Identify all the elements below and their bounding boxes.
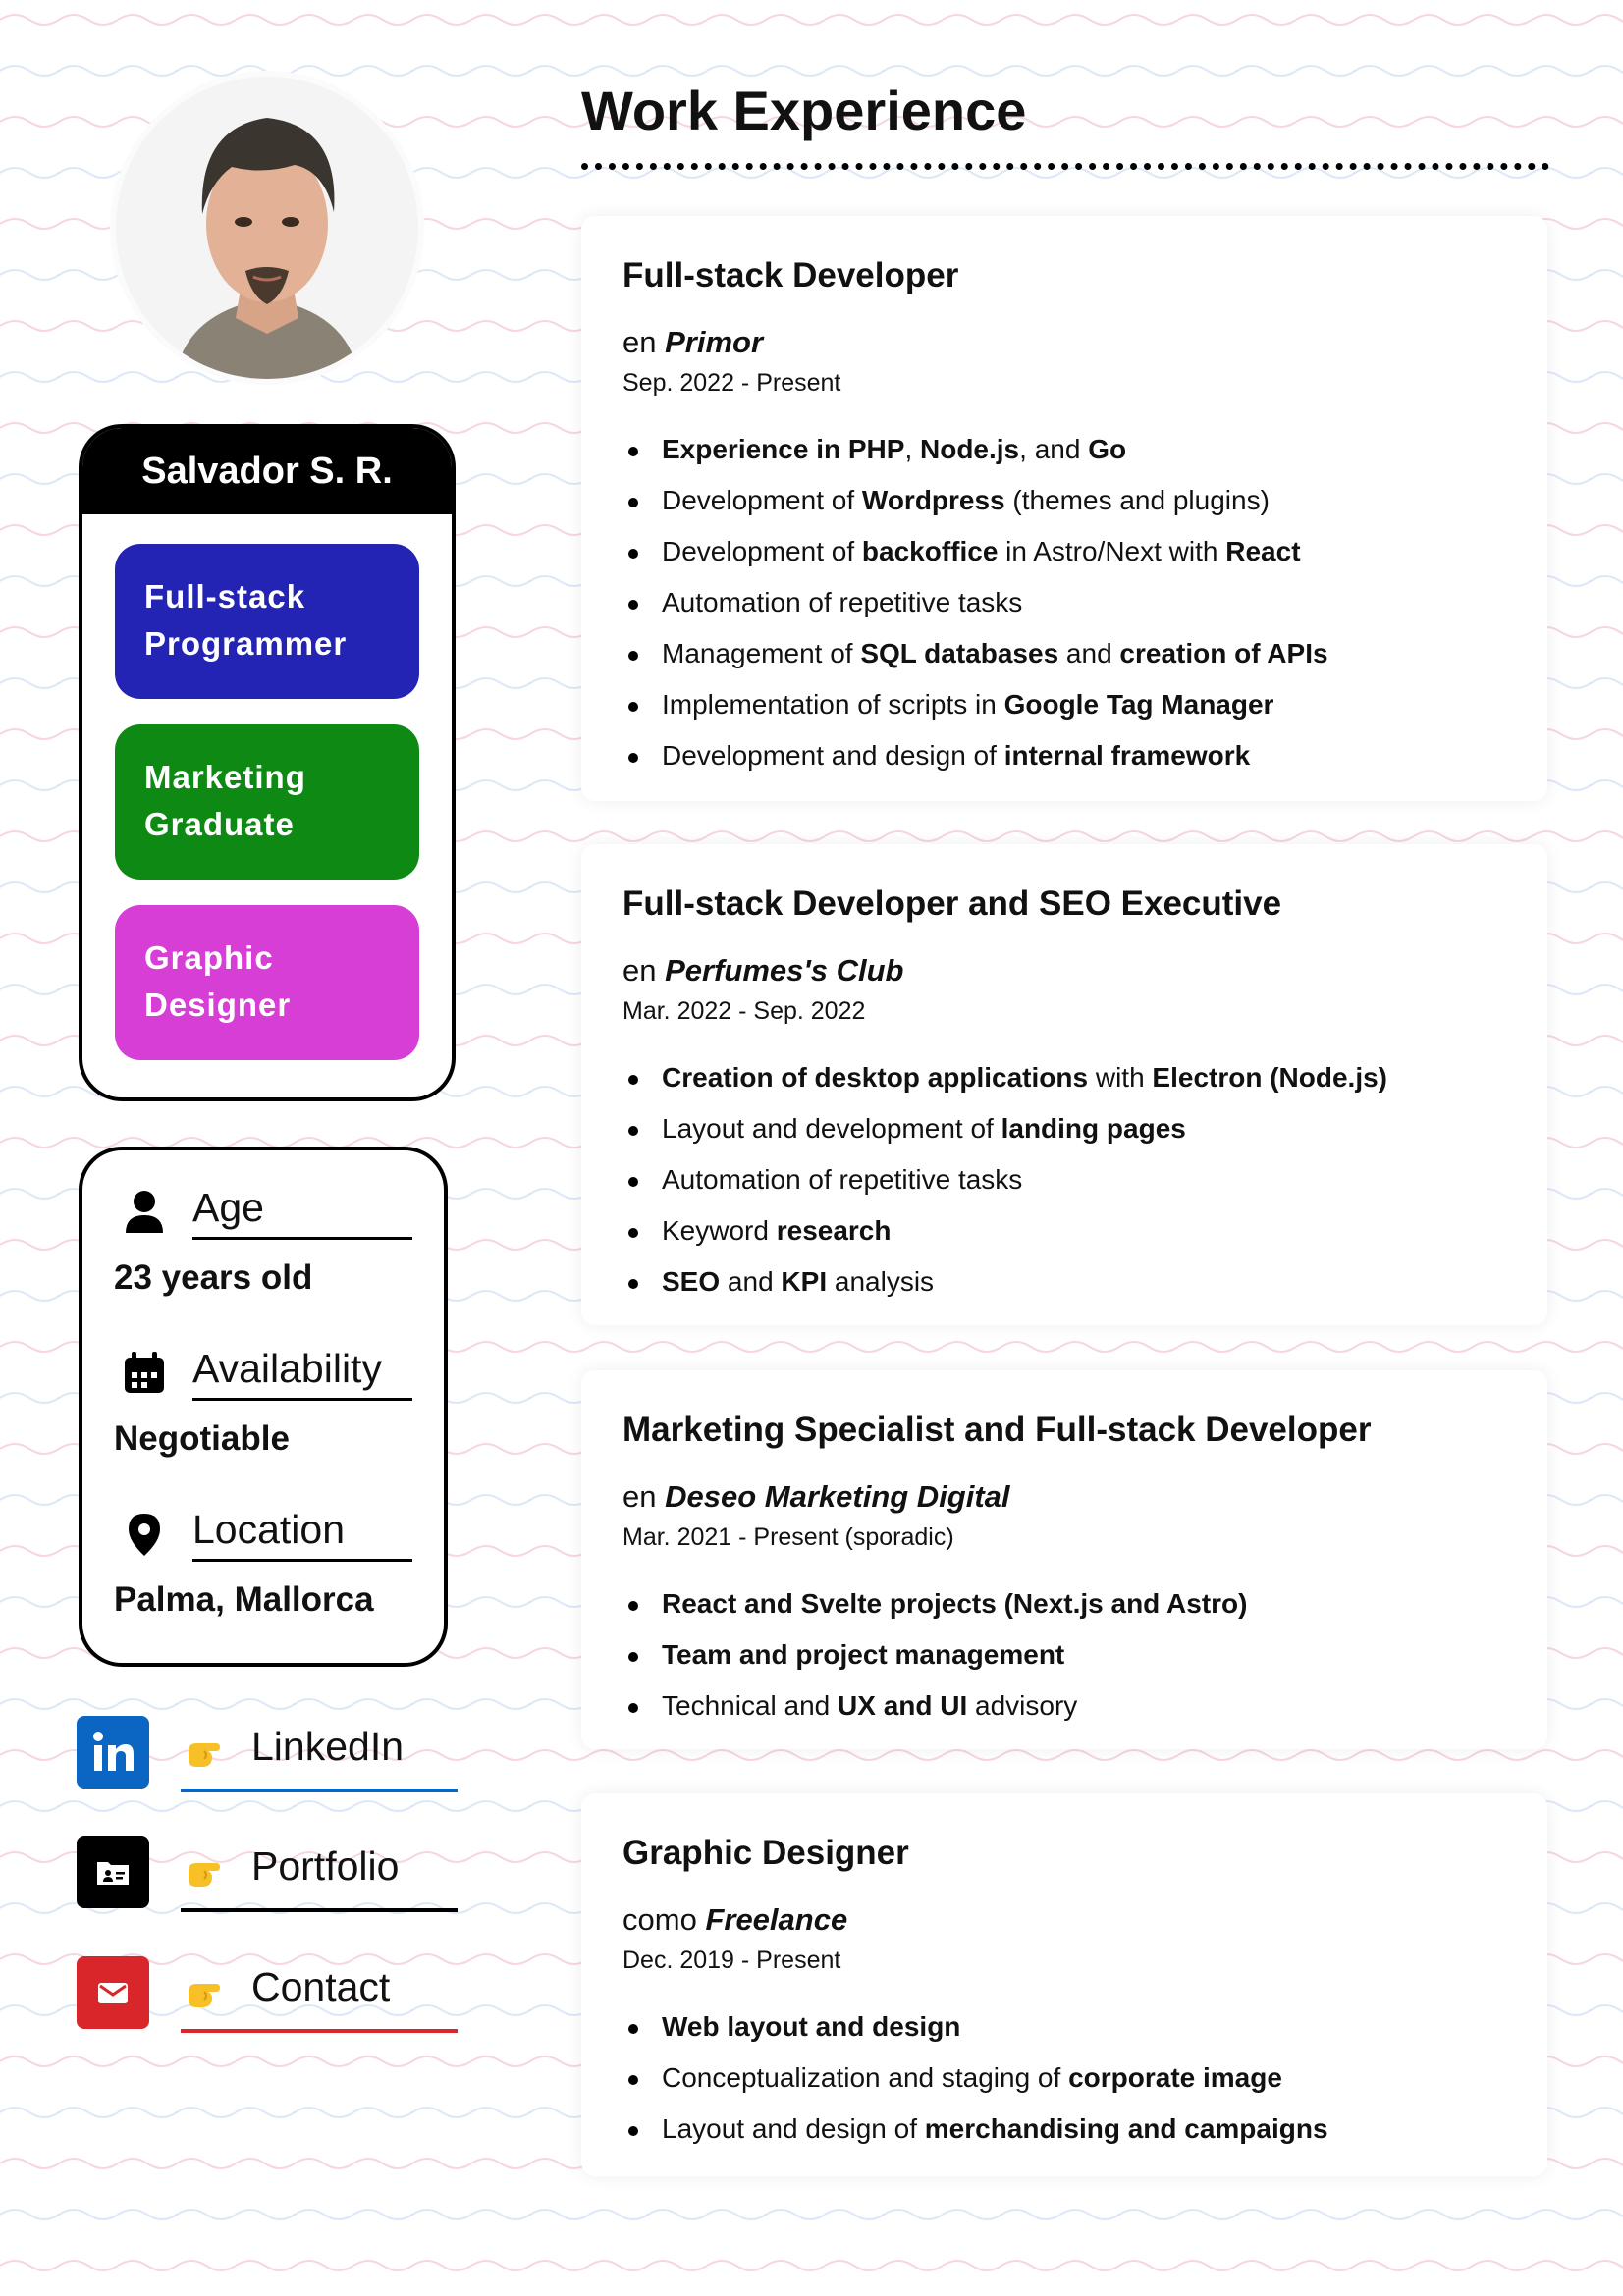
role-badge-marketing: Marketing Graduate: [115, 724, 419, 880]
pointing-hand-icon: [183, 1849, 226, 1893]
availability-row: [114, 1341, 412, 1400]
calendar-icon: [120, 1349, 169, 1398]
job-bullet: Keyword research: [622, 1205, 1506, 1256]
job-bullet: Layout and development of landing pages: [622, 1103, 1506, 1154]
user-icon: [120, 1188, 169, 1237]
job-title: Marketing Specialist and Full-stack Developer: [622, 1411, 1372, 1449]
company-name: Perfumes's Club: [665, 953, 904, 988]
job-dates: Mar. 2021 - Present (sporadic): [622, 1523, 954, 1551]
job-title: Full-stack Developer: [622, 256, 959, 294]
job-bullet: SEO and KPI analysis: [622, 1256, 1506, 1308]
job-bullet: Conceptualization and staging of corporate image: [622, 2053, 1506, 2104]
job-bullet: Web layout and design: [622, 2002, 1506, 2053]
job-bullet: Team and project management: [622, 1629, 1506, 1681]
job-bullet: Automation of repetitive tasks: [622, 1154, 1506, 1205]
job-bullet: Management of SQL databases and creation of APIs: [622, 628, 1506, 679]
job-bullet: Experience in PHP, Node.js, and Go: [622, 424, 1506, 475]
job-company: [622, 950, 1506, 991]
job-bullet: Development of Wordpress (themes and plugins): [622, 475, 1506, 526]
job-dates: Mar. 2022 - Sep. 2022: [622, 997, 866, 1025]
job-company: [622, 322, 1506, 363]
contact-link[interactable]: [77, 1956, 458, 2031]
job-bullets: [622, 2002, 1506, 2155]
job-bullets: [622, 424, 1506, 781]
pointing-hand-icon: [183, 1730, 226, 1773]
company-prefix: como: [622, 1902, 697, 1937]
age-value: 23 years old: [114, 1258, 313, 1297]
info-card: [79, 1147, 448, 1667]
job-company: [622, 1899, 1506, 1941]
job-dates: Sep. 2022 - Present: [622, 369, 841, 397]
job-card: [581, 216, 1547, 801]
job-bullet: Development and design of internal framework: [622, 730, 1506, 781]
job-title: Graphic Designer: [622, 1834, 909, 1872]
role-badge-designer: Graphic Designer: [115, 905, 419, 1060]
job-card: [581, 1370, 1547, 1749]
linkedin-label[interactable]: LinkedIn: [251, 1724, 405, 1769]
pointing-hand-icon: [183, 1970, 226, 2013]
company-prefix: en: [622, 953, 657, 988]
contact-underline: [181, 2029, 458, 2033]
portfolio-underline: [181, 1908, 458, 1912]
linkedin-icon: [77, 1716, 149, 1789]
location-row: [114, 1502, 412, 1561]
portfolio-label[interactable]: Portfolio: [251, 1843, 400, 1889]
linkedin-underline: [181, 1789, 458, 1792]
profile-photo: [116, 77, 418, 379]
company-prefix: en: [622, 325, 657, 359]
contact-label[interactable]: Contact: [251, 1964, 391, 2009]
job-card: [581, 844, 1547, 1325]
location-label: Location: [192, 1504, 412, 1562]
job-bullets: [622, 1578, 1506, 1732]
job-bullet: Creation of desktop applications with Electron (Node.js): [622, 1052, 1506, 1103]
age-label: Age: [192, 1182, 412, 1240]
job-title: Full-stack Developer and SEO Executive: [622, 884, 1282, 923]
availability-value: Negotiable: [114, 1419, 290, 1458]
job-bullets: [622, 1052, 1506, 1308]
company-name: Deseo Marketing Digital: [665, 1479, 1010, 1514]
portfolio-link[interactable]: [77, 1836, 458, 1910]
job-dates: Dec. 2019 - Present: [622, 1947, 841, 1974]
job-bullet: Automation of repetitive tasks: [622, 577, 1506, 628]
company-name: Freelance: [705, 1902, 848, 1937]
section-title: Work Experience: [581, 80, 1027, 141]
dotted-divider: [581, 163, 1549, 170]
age-row: [114, 1180, 412, 1239]
company-prefix: en: [622, 1479, 657, 1514]
location-pin-icon: [120, 1510, 169, 1559]
job-card: [581, 1793, 1547, 2176]
location-value: Palma, Mallorca: [114, 1580, 374, 1619]
job-bullet: React and Svelte projects (Next.js and Astro): [622, 1578, 1506, 1629]
company-name: Primor: [665, 325, 764, 359]
job-bullet: Implementation of scripts in Google Tag Manager: [622, 679, 1506, 730]
availability-label: Availability: [192, 1343, 412, 1401]
role-badge-fullstack: Full-stack Programmer: [115, 544, 419, 699]
profile-card: [79, 424, 456, 1101]
job-bullet: Layout and design of merchandising and campaigns: [622, 2104, 1506, 2155]
linkedin-link[interactable]: [77, 1716, 458, 1790]
folder-icon: [77, 1836, 149, 1908]
job-bullet: Development of backoffice in Astro/Next with React: [622, 526, 1506, 577]
profile-name: Salvador S. R.: [82, 428, 452, 514]
job-bullet: Technical and UX and UI advisory: [622, 1681, 1506, 1732]
job-company: [622, 1476, 1506, 1518]
mail-icon: [77, 1956, 149, 2029]
